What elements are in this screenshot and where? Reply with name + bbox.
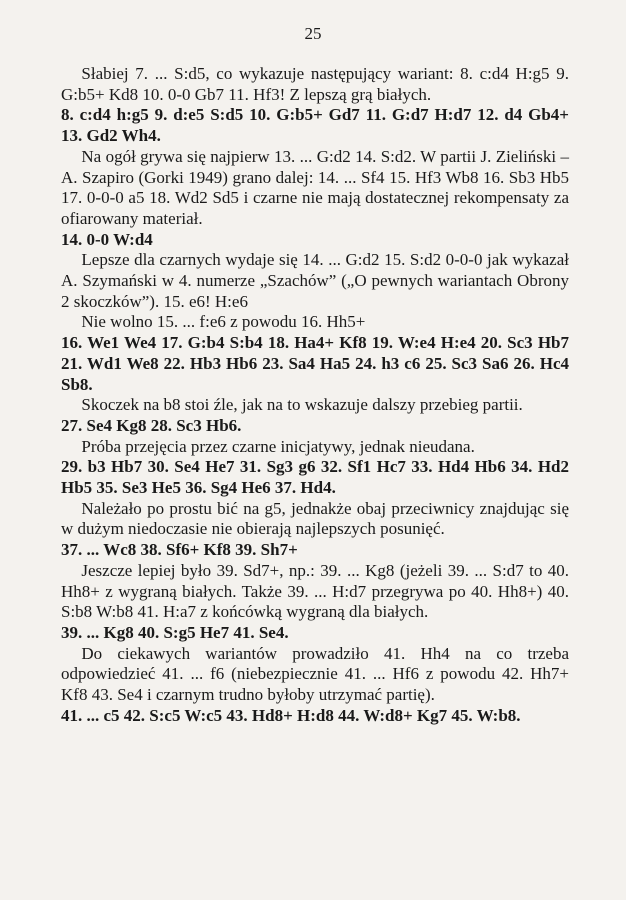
page-number: 25: [304, 24, 322, 43]
comment-paragraph: Jeszcze lepiej było 39. Sd7+, np.: 39. ... Kg8 (jeżeli 39. ... S:d7 to 40. Hh8+ z wygraną białych. Także 39. ... H:d7 przegrywa po 40. Hh8+) 40. S:b8 W:b8 41. H:a7 z końcówką wygraną dla białych.: [61, 560, 569, 622]
comment-paragraph: Skoczek na b8 stoi źle, jak na to wskazuje dalszy przebieg partii.: [81, 395, 523, 415]
comment-paragraph: Nie wolno 15. ... f:e6 z powodu 16. Hh5+: [81, 312, 366, 332]
comment-paragraph: Próba przejęcia przez czarne inicjatywy, jednak nieudana.: [81, 436, 475, 456]
moves-paragraph: 16. We1 We4 17. G:b4 S:b4 18. Ha4+ Kf8 19. W:e4 H:e4 20. Sc3 Hb7 21. Wd1 We8 22. Hb3 Hb6 23. Sa4 Ha5 24. h3 c6 25. Sc3 Sa6 26. Hc4 Sb8.: [61, 333, 569, 394]
comment-paragraph: Należało po prostu bić na g5, jednakże obaj przeciwnicy znajdując się w dużym niedoczasie nie obierają najlepszych posunięć.: [61, 498, 569, 539]
moves-paragraph: 29. b3 Hb7 30. Se4 He7 31. Sg3 g6 32. Sf1 Hc7 33. Hd4 Hb6 34. Hd2 Hb5 35. Se3 He5 36. Sg4 He6 37. Hd4.: [61, 457, 569, 498]
moves-paragraph: 14. 0-0 W:d4: [61, 229, 153, 249]
moves-paragraph: 8. c:d4 h:g5 9. d:e5 S:d5 10. G:b5+ Gd7 11. G:d7 H:d7 12. d4 Gb4+ 13. Gd2 Wh4.: [61, 105, 569, 146]
moves-paragraph: 27. Se4 Kg8 28. Sc3 Hb6.: [61, 415, 242, 435]
comment-paragraph: Lepsze dla czarnych wydaje się 14. ... G:d2 15. S:d2 0-0-0 jak wykazał A. Szymański w 4. numerze „Szachów” („O pewnych wariantach Obrony 2 skoczków”). 15. e6! H:e6: [61, 250, 569, 311]
moves-paragraph: 37. ... Wc8 38. Sf6+ Kf8 39. Sh7+: [61, 540, 298, 560]
comment-paragraph: Na ogół grywa się najpierw 13. ... G:d2 14. S:d2. W partii J. Zieliński – A. Szapiro (Gorki 1949) grano dalej: 14. ... Sf4 15. Hf3 Wb8 16. Sb3 Hb5 17. 0-0-0 a5 18. Wd2 Sd5 i czarne nie mają dostatecznej rekompensaty za ofiarowany materiał.: [61, 146, 569, 228]
comment-paragraph: Słabiej 7. ... S:d5, co wykazuje następujący wariant: 8. c:d4 H:g5 9. G:b5+ Kd8 10. 0-0 Gb7 11. Hf3! Z lepszą grą białych.: [61, 64, 569, 104]
comment-paragraph: Do ciekawych wariantów prowadziło 41. Hh4 na co trzeba odpowiedzieć 41. ... f6 (niebezpiecznie 41. ... Hf6 z powodu 42. Hh7+ Kf8 43. Se4 i czarnym trudno byłoby utrzymać partię).: [61, 643, 569, 705]
chess-annotation-text: [61, 64, 569, 727]
moves-paragraph: 41. ... c5 42. S:c5 W:c5 43. Hd8+ H:d8 44. W:d8+ Kg7 45. W:b8.: [61, 705, 521, 725]
moves-paragraph: 39. ... Kg8 40. S:g5 He7 41. Se4.: [61, 622, 289, 642]
